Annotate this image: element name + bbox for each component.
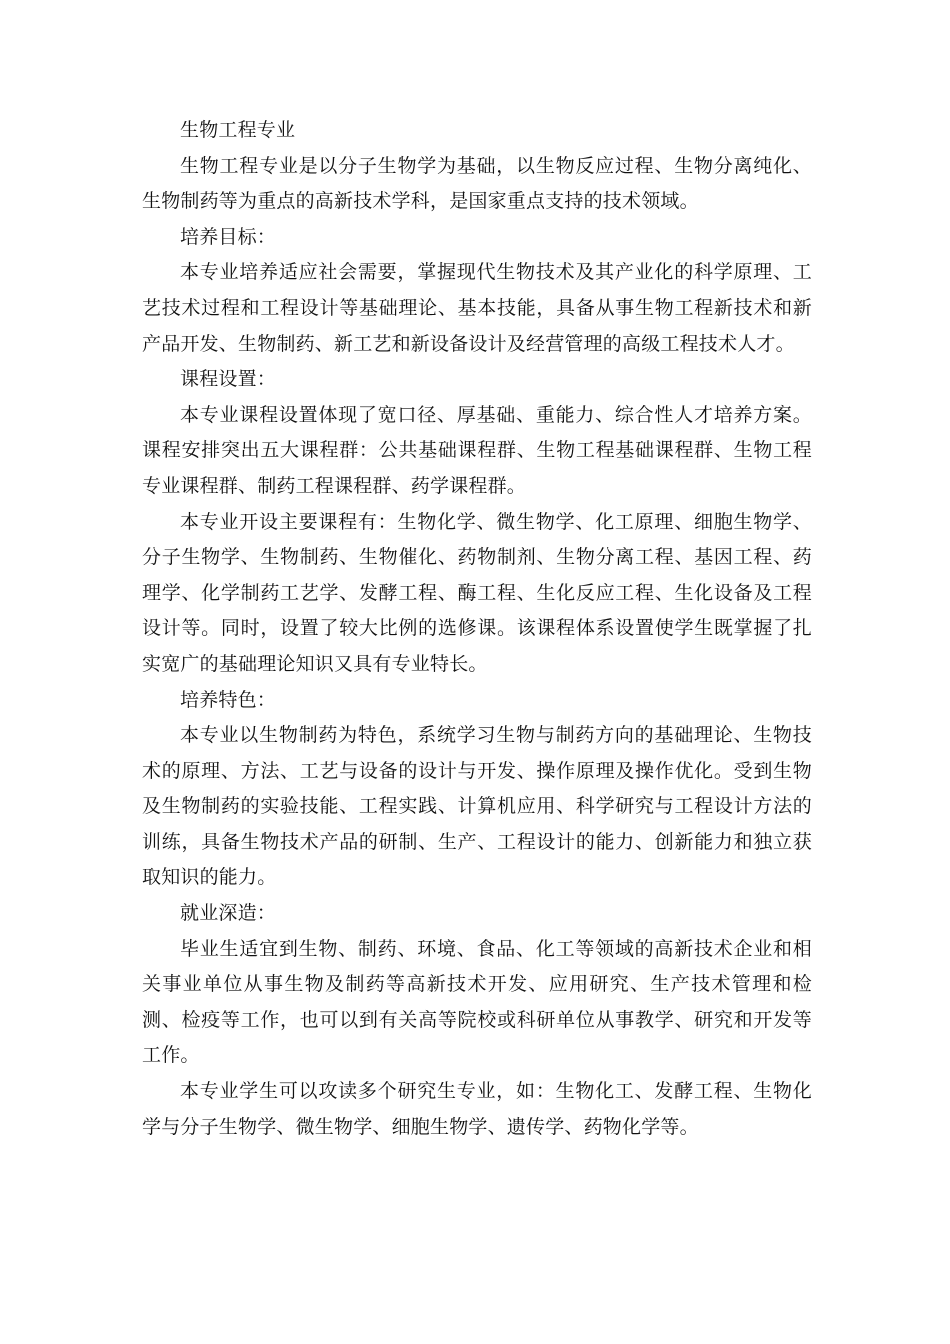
document-title: 生物工程专业 (180, 119, 296, 141)
course-heading: 课程设置： (180, 368, 277, 391)
course-paragraph-2: 本专业开设主要课程有：生物化学、微生物学、化工原理、细胞生物学、分子生物学、生物制药、生物催化、药物制剂、生物分离工程、基因工程、药理学、化学制药工艺学、发酵工程、酶工程、生化反应工程、生化设备及工程设计等。同时，设置了较大比例的选修课。该课程体系设置使学生既掌握了扎实宽广的基础理论知识又具有专业特长。 (142, 510, 812, 675)
goal-paragraph: 本专业培养适应社会需要，掌握现代生物技术及其产业化的科学原理、工艺技术过程和工程设计等基础理论、基本技能，具备从事生物工程新技术和新产品开发、生物制药、新工艺和新设备设计及经营管理的高级工程技术人才。 (142, 261, 812, 355)
course-paragraph-1: 本专业课程设置体现了宽口径、厚基础、重能力、综合性人才培养方案。课程安排突出五大课程群：公共基础课程群、生物工程基础课程群、生物工程专业课程群、制药工程课程群、药学课程群。 (142, 403, 812, 497)
career-paragraph-1: 毕业生适宜到生物、制药、环境、食品、化工等领域的高新技术企业和相关事业单位从事生物及制药等高新技术开发、应用研究、生产技术管理和检测、检疫等工作，也可以到有关高等院校或科研单位从事教学、研究和开发等工作。 (142, 937, 812, 1067)
feature-heading: 培养特色： (180, 688, 277, 711)
intro-paragraph: 生物工程专业是以分子生物学为基础，以生物反应过程、生物分离纯化、生物制药等为重点的高新技术学科，是国家重点支持的技术领域。 (142, 154, 812, 213)
career-paragraph-2: 本专业学生可以攻读多个研究生专业，如：生物化工、发酵工程、生物化学与分子生物学、微生物学、细胞生物学、遗传学、药物化学等。 (142, 1080, 812, 1138)
feature-paragraph: 本专业以生物制药为特色，系统学习生物与制药方向的基础理论、生物技术的原理、方法、工艺与设备的设计与开发、操作原理及操作优化。受到生物及生物制药的实验技能、工程实践、计算机应用、科学研究与工程设计方法的训练，具备生物技术产品的研制、生产、工程设计的能力、创新能力和独立获取知识的能力。 (142, 724, 812, 889)
document-page (142, 113, 812, 1145)
goal-heading: 培养目标： (180, 225, 277, 248)
career-heading: 就业深造： (180, 902, 277, 925)
